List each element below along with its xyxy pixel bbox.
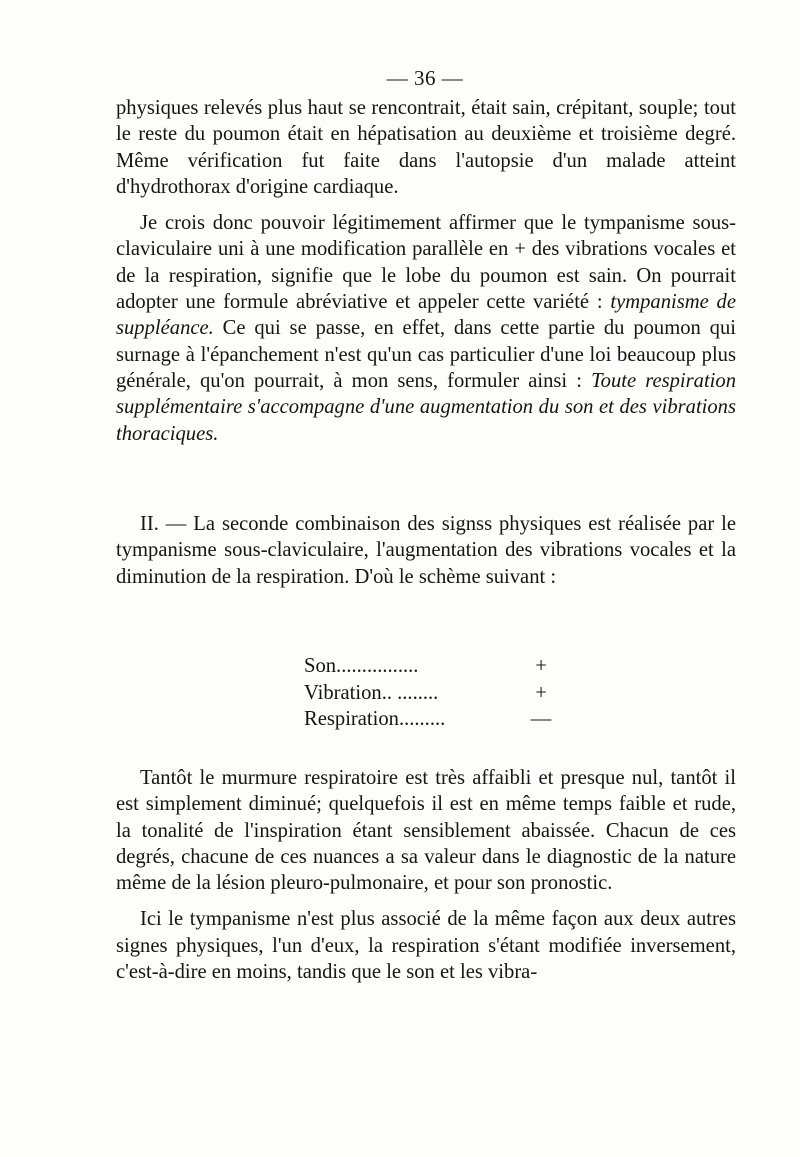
text-block-lower	[116, 765, 736, 985]
scheme-label: Respiration.........	[304, 708, 446, 730]
scheme-row-son	[304, 653, 556, 680]
paragraph-section-ii: II. — La seconde combinaison des signss physiques est réalisée par le tympanisme sous-claviculaire, l'augmentation des vibrations vocales et la diminution de la respiration. D'où le schème suivant :	[116, 513, 736, 588]
paragraph-tympanisme-suppleance	[116, 210, 736, 447]
scheme-row-vibration	[304, 680, 556, 707]
paragraph-tympanisme-associe: Ici le tympanisme n'est plus associé de la même façon aux deux autres signes physiques, l'un d'eux, la respiration s'étant modifiée inversement, c'est-à-dire en moins, tandis que le son et les vibra-	[116, 908, 736, 984]
paragraph-murmure: Tantôt le murmure respiratoire est très affaibli et presque nul, tantôt il est simplement diminué; quelquefois il est en même temps faible et rude, la tonalité de l'inspiration étant sensiblement abaissée. Chacun de ces degrés, chacune de ces nuances a sa valeur dans le diagnostic de la nature même de la lésion pleuro-pulmonaire, et pour son pronostic.	[116, 767, 736, 895]
page-number: — 36 —	[386, 66, 464, 90]
text-block-upper	[116, 95, 736, 447]
italic-term: tympanisme de suppléance.	[116, 291, 736, 340]
italic-law: Toute respiration supplémentaire s'accompagne d'une augmentation du son et des vibrations thoraciques.	[116, 369, 736, 445]
scheme-label: Son................	[304, 655, 419, 677]
paragraph-text: Je crois donc pouvoir légitimement affirmer que le tympanisme sous-claviculaire uni à une modification parallèle en + des vibrations vocales et de la respiration, signifie que le lobe du poumon est sain. On pourrait adopter une formule abréviative et appeler cette variété :	[116, 212, 736, 314]
scheme-row-respiration	[304, 706, 556, 733]
scheme-table	[304, 653, 556, 733]
scheme-label: Vibration.. ........	[304, 681, 439, 704]
scheme-sign: —	[530, 708, 552, 730]
paragraph-continuation: physiques relevés plus haut se rencontrait, était sain, crépitant, souple; tout le reste du poumon était en hépatisation au deuxième et troisième degré. Même vérification fut faite dans l'autopsie d'un malade atteint d'hydrothorax d'origine cardiaque.	[116, 97, 736, 198]
text-block-section-ii	[116, 511, 736, 590]
paragraph-text: Ce qui se passe, en effet, dans cette partie du poumon qui surnage à l'épanchement n'est qu'un cas particulier d'une loi beaucoup plus générale, qu'on pourrait, à mon sens, formuler ainsi :	[116, 317, 736, 392]
scheme-sign: +	[535, 655, 547, 677]
scheme-sign: +	[535, 681, 547, 704]
